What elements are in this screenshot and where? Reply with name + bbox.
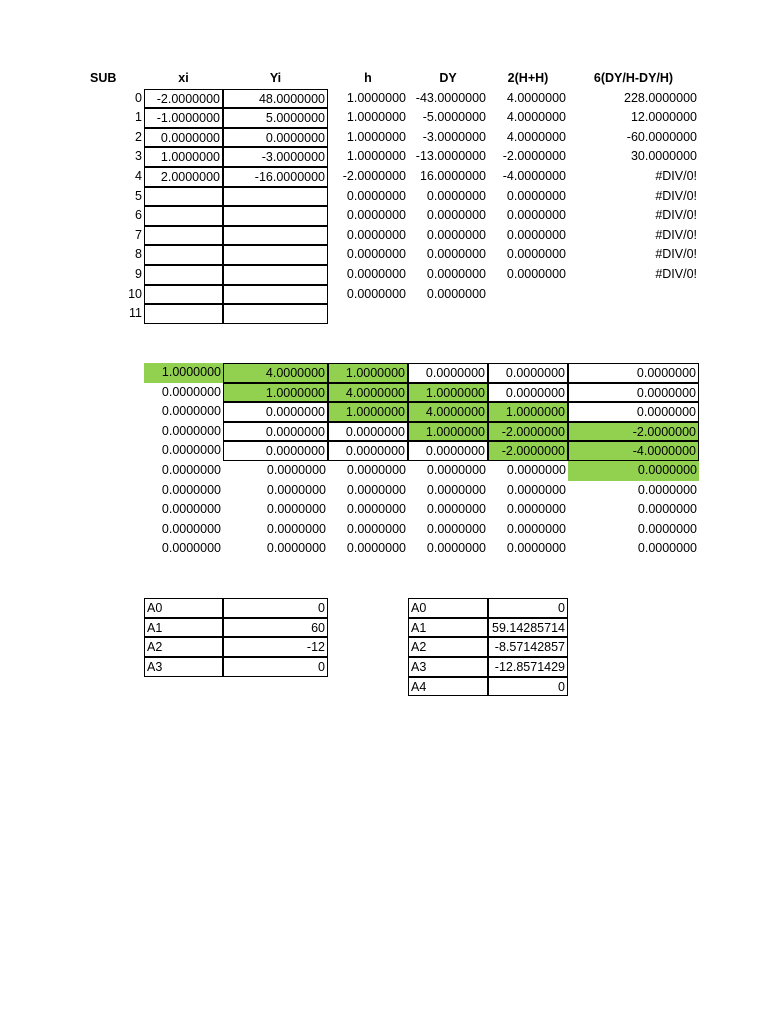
coeff-value[interactable]: -12.8571429 bbox=[488, 657, 568, 677]
coeff-value[interactable]: 0 bbox=[223, 598, 328, 618]
coeff-value[interactable]: 59.14285714 bbox=[488, 618, 568, 638]
matrix-cell[interactable]: 1.0000000 bbox=[328, 363, 408, 383]
matrix-cell[interactable]: 0.0000000 bbox=[346, 482, 406, 497]
hh-cell[interactable]: 4.0000000 bbox=[506, 129, 566, 144]
coeff-value[interactable]: 0 bbox=[488, 598, 568, 618]
sub-index[interactable]: 1 bbox=[135, 110, 142, 125]
matrix-cell[interactable]: 0.0000000 bbox=[223, 441, 328, 461]
xi-cell[interactable] bbox=[144, 245, 223, 265]
h-cell[interactable]: 1.0000000 bbox=[346, 110, 406, 125]
matrix-cell[interactable]: 0.0000000 bbox=[426, 463, 486, 477]
matrix-cell[interactable]: 0.0000000 bbox=[346, 541, 406, 556]
six-cell[interactable] bbox=[568, 304, 699, 324]
coeff-label[interactable]: A2 bbox=[144, 637, 223, 657]
dy-cell[interactable]: 0.0000000 bbox=[426, 208, 486, 223]
matrix-cell[interactable]: 0.0000000 bbox=[266, 482, 326, 497]
dy-cell[interactable]: -5.0000000 bbox=[422, 110, 486, 125]
yi-cell[interactable]: -16.0000000 bbox=[223, 167, 328, 187]
matrix-cell[interactable]: 0.0000000 bbox=[161, 423, 221, 438]
six-header[interactable]: 6(DY/H-DY/H) bbox=[593, 71, 674, 85]
xi-cell[interactable]: 2.0000000 bbox=[144, 167, 223, 187]
h-cell[interactable]: 0.0000000 bbox=[346, 247, 406, 262]
h-cell[interactable]: 0.0000000 bbox=[346, 227, 406, 242]
yi-cell[interactable] bbox=[223, 304, 328, 324]
sub-index[interactable]: 10 bbox=[128, 286, 142, 301]
matrix-cell[interactable]: 0.0000000 bbox=[346, 521, 406, 536]
matrix-cell[interactable]: 0.0000000 bbox=[223, 402, 328, 422]
coeff-label[interactable]: A0 bbox=[144, 598, 223, 618]
sub-index[interactable]: 8 bbox=[135, 247, 142, 262]
xi-cell[interactable] bbox=[144, 226, 223, 246]
matrix-cell[interactable]: 0.0000000 bbox=[488, 363, 568, 383]
sub-header[interactable]: SUB bbox=[90, 71, 117, 85]
dy-cell[interactable]: 0.0000000 bbox=[426, 188, 486, 203]
matrix-cell[interactable]: 1.0000000 bbox=[144, 363, 223, 383]
coeff-value[interactable]: 0 bbox=[223, 657, 328, 677]
sub-index[interactable]: 5 bbox=[135, 188, 142, 203]
hh-cell[interactable]: 0.0000000 bbox=[506, 208, 566, 223]
hh-cell[interactable]: 0.0000000 bbox=[506, 247, 566, 262]
hh-cell[interactable] bbox=[488, 304, 568, 324]
coeff-label[interactable]: A3 bbox=[408, 657, 488, 677]
matrix-cell[interactable]: 0.0000000 bbox=[161, 384, 221, 399]
xi-header[interactable]: xi bbox=[178, 71, 189, 85]
xi-cell[interactable] bbox=[144, 304, 223, 324]
yi-cell[interactable] bbox=[223, 226, 328, 246]
matrix-cell[interactable]: 0.0000000 bbox=[568, 383, 699, 403]
matrix-cell[interactable]: 0.0000000 bbox=[161, 541, 221, 556]
dy-cell[interactable]: -13.0000000 bbox=[415, 149, 486, 164]
h-cell[interactable]: 0.0000000 bbox=[346, 188, 406, 203]
dy-cell[interactable]: 0.0000000 bbox=[426, 267, 486, 281]
matrix-cell[interactable]: 1.0000000 bbox=[408, 383, 488, 403]
matrix-cell[interactable]: 0.0000000 bbox=[346, 502, 406, 517]
sub-index[interactable]: 6 bbox=[135, 208, 142, 223]
matrix-cell[interactable]: 0.0000000 bbox=[161, 463, 221, 477]
dy-cell[interactable]: 0.0000000 bbox=[426, 247, 486, 262]
coeff-value[interactable]: -12 bbox=[223, 637, 328, 657]
xi-cell[interactable] bbox=[144, 285, 223, 305]
xi-cell[interactable] bbox=[144, 265, 223, 285]
coeff-label[interactable]: A2 bbox=[408, 637, 488, 657]
coeff-value[interactable]: -8.57142857 bbox=[488, 637, 568, 657]
coeff-label[interactable]: A4 bbox=[408, 677, 488, 697]
sub-index[interactable]: 7 bbox=[135, 227, 142, 242]
dy-header[interactable]: DY bbox=[439, 71, 457, 85]
matrix-cell[interactable]: 0.0000000 bbox=[266, 463, 326, 477]
coeff-value[interactable]: 60 bbox=[223, 618, 328, 638]
xi-cell[interactable]: -1.0000000 bbox=[144, 108, 223, 128]
hh-cell[interactable]: 0.0000000 bbox=[506, 188, 566, 203]
matrix-cell[interactable]: 0.0000000 bbox=[506, 541, 566, 556]
six-cell[interactable] bbox=[568, 285, 699, 305]
matrix-cell[interactable]: 0.0000000 bbox=[506, 463, 566, 477]
six-cell[interactable]: #DIV/0! bbox=[655, 227, 697, 242]
matrix-cell[interactable]: -2.0000000 bbox=[488, 441, 568, 461]
six-cell[interactable]: #DIV/0! bbox=[655, 188, 697, 203]
yi-cell[interactable] bbox=[223, 265, 328, 285]
coeff-label[interactable]: A1 bbox=[144, 618, 223, 638]
matrix-cell[interactable]: 0.0000000 bbox=[426, 521, 486, 536]
coeff-value[interactable]: 0 bbox=[488, 677, 568, 697]
h-cell[interactable]: 1.0000000 bbox=[346, 90, 406, 105]
matrix-cell[interactable]: 0.0000000 bbox=[328, 422, 408, 442]
six-cell[interactable]: 228.0000000 bbox=[624, 90, 697, 105]
six-cell[interactable]: 12.0000000 bbox=[630, 110, 697, 125]
dy-cell[interactable]: -43.0000000 bbox=[415, 90, 486, 105]
sub-index[interactable]: 2 bbox=[135, 129, 142, 144]
dy-cell[interactable]: 16.0000000 bbox=[419, 169, 486, 183]
six-cell[interactable]: #DIV/0! bbox=[655, 169, 697, 183]
matrix-cell[interactable]: 0.0000000 bbox=[328, 441, 408, 461]
hh-cell[interactable]: -4.0000000 bbox=[502, 169, 566, 183]
dy-cell[interactable] bbox=[408, 304, 488, 324]
h-cell[interactable]: 1.0000000 bbox=[346, 149, 406, 164]
h-cell[interactable]: 0.0000000 bbox=[346, 267, 406, 281]
matrix-cell[interactable]: 0.0000000 bbox=[637, 521, 697, 536]
matrix-cell[interactable]: 0.0000000 bbox=[506, 521, 566, 536]
six-cell[interactable]: 30.0000000 bbox=[630, 149, 697, 164]
h-cell[interactable] bbox=[328, 304, 408, 324]
matrix-cell[interactable]: -4.0000000 bbox=[568, 441, 699, 461]
hh-cell[interactable]: 4.0000000 bbox=[506, 90, 566, 105]
sub-index[interactable]: 3 bbox=[135, 149, 142, 164]
h-header[interactable]: h bbox=[364, 71, 372, 85]
hh-cell[interactable] bbox=[488, 285, 568, 305]
matrix-cell[interactable]: 1.0000000 bbox=[328, 402, 408, 422]
sub-index[interactable]: 4 bbox=[135, 169, 142, 183]
matrix-cell[interactable]: 4.0000000 bbox=[328, 383, 408, 403]
matrix-cell[interactable]: 0.0000000 bbox=[637, 541, 697, 556]
matrix-cell[interactable]: 0.0000000 bbox=[161, 521, 221, 536]
yi-cell[interactable]: -3.0000000 bbox=[223, 147, 328, 167]
matrix-cell[interactable]: 0.0000000 bbox=[506, 502, 566, 517]
matrix-cell[interactable]: 1.0000000 bbox=[223, 383, 328, 403]
matrix-cell[interactable]: 0.0000000 bbox=[426, 482, 486, 497]
h-cell[interactable]: -2.0000000 bbox=[342, 169, 406, 183]
matrix-cell[interactable]: 0.0000000 bbox=[161, 443, 221, 458]
xi-cell[interactable]: 1.0000000 bbox=[144, 147, 223, 167]
matrix-cell[interactable]: -2.0000000 bbox=[568, 422, 699, 442]
h-cell[interactable]: 0.0000000 bbox=[346, 286, 406, 301]
matrix-cell[interactable]: 0.0000000 bbox=[426, 502, 486, 517]
dy-cell[interactable]: 0.0000000 bbox=[426, 227, 486, 242]
matrix-cell[interactable]: 4.0000000 bbox=[408, 402, 488, 422]
matrix-cell[interactable]: 0.0000000 bbox=[506, 482, 566, 497]
matrix-cell[interactable]: 0.0000000 bbox=[346, 463, 406, 477]
matrix-cell[interactable]: 0.0000000 bbox=[568, 461, 699, 481]
h-cell[interactable]: 0.0000000 bbox=[346, 208, 406, 223]
matrix-cell[interactable]: 0.0000000 bbox=[161, 404, 221, 419]
sub-index[interactable]: 9 bbox=[135, 267, 142, 281]
matrix-cell[interactable]: 0.0000000 bbox=[408, 441, 488, 461]
six-cell[interactable]: #DIV/0! bbox=[655, 267, 697, 281]
matrix-cell[interactable]: 0.0000000 bbox=[568, 402, 699, 422]
dy-cell[interactable]: 0.0000000 bbox=[426, 286, 486, 301]
matrix-cell[interactable]: 0.0000000 bbox=[266, 521, 326, 536]
hh-cell[interactable]: -2.0000000 bbox=[502, 149, 566, 164]
matrix-cell[interactable]: 0.0000000 bbox=[408, 363, 488, 383]
yi-cell[interactable]: 0.0000000 bbox=[223, 128, 328, 148]
yi-cell[interactable] bbox=[223, 245, 328, 265]
coeff-label[interactable]: A1 bbox=[408, 618, 488, 638]
matrix-cell[interactable]: 0.0000000 bbox=[266, 502, 326, 517]
sub-index[interactable]: 0 bbox=[135, 90, 142, 105]
yi-cell[interactable]: 5.0000000 bbox=[223, 108, 328, 128]
matrix-cell[interactable]: 0.0000000 bbox=[223, 422, 328, 442]
xi-cell[interactable]: 0.0000000 bbox=[144, 128, 223, 148]
xi-cell[interactable] bbox=[144, 206, 223, 226]
xi-cell[interactable] bbox=[144, 187, 223, 207]
yi-header[interactable]: Yi bbox=[269, 71, 282, 85]
matrix-cell[interactable]: 0.0000000 bbox=[637, 482, 697, 497]
xi-cell[interactable]: -2.0000000 bbox=[144, 89, 223, 109]
dy-cell[interactable]: -3.0000000 bbox=[422, 129, 486, 144]
sub-index[interactable]: 11 bbox=[129, 306, 142, 321]
yi-cell[interactable] bbox=[223, 187, 328, 207]
hh-cell[interactable]: 0.0000000 bbox=[506, 227, 566, 242]
matrix-cell[interactable]: 4.0000000 bbox=[223, 363, 328, 383]
matrix-cell[interactable]: 0.0000000 bbox=[266, 541, 326, 556]
hh-cell[interactable]: 4.0000000 bbox=[506, 110, 566, 125]
coeff-label[interactable]: A3 bbox=[144, 657, 223, 677]
matrix-cell[interactable]: 1.0000000 bbox=[408, 422, 488, 442]
hh-cell[interactable]: 0.0000000 bbox=[506, 267, 566, 281]
yi-cell[interactable]: 48.0000000 bbox=[223, 89, 328, 109]
matrix-cell[interactable]: 0.0000000 bbox=[426, 541, 486, 556]
matrix-cell[interactable]: 0.0000000 bbox=[568, 363, 699, 383]
h-cell[interactable]: 1.0000000 bbox=[346, 129, 406, 144]
six-cell[interactable]: #DIV/0! bbox=[655, 247, 697, 262]
yi-cell[interactable] bbox=[223, 285, 328, 305]
coeff-label[interactable]: A0 bbox=[408, 598, 488, 618]
matrix-cell[interactable]: 0.0000000 bbox=[161, 502, 221, 517]
matrix-cell[interactable]: 0.0000000 bbox=[161, 482, 221, 497]
matrix-cell[interactable]: 1.0000000 bbox=[488, 402, 568, 422]
matrix-cell[interactable]: 0.0000000 bbox=[637, 502, 697, 517]
matrix-cell[interactable]: -2.0000000 bbox=[488, 422, 568, 442]
yi-cell[interactable] bbox=[223, 206, 328, 226]
matrix-cell[interactable]: 0.0000000 bbox=[488, 383, 568, 403]
six-cell[interactable]: -60.0000000 bbox=[626, 129, 697, 144]
hh-header[interactable]: 2(H+H) bbox=[507, 71, 549, 85]
six-cell[interactable]: #DIV/0! bbox=[655, 208, 697, 223]
